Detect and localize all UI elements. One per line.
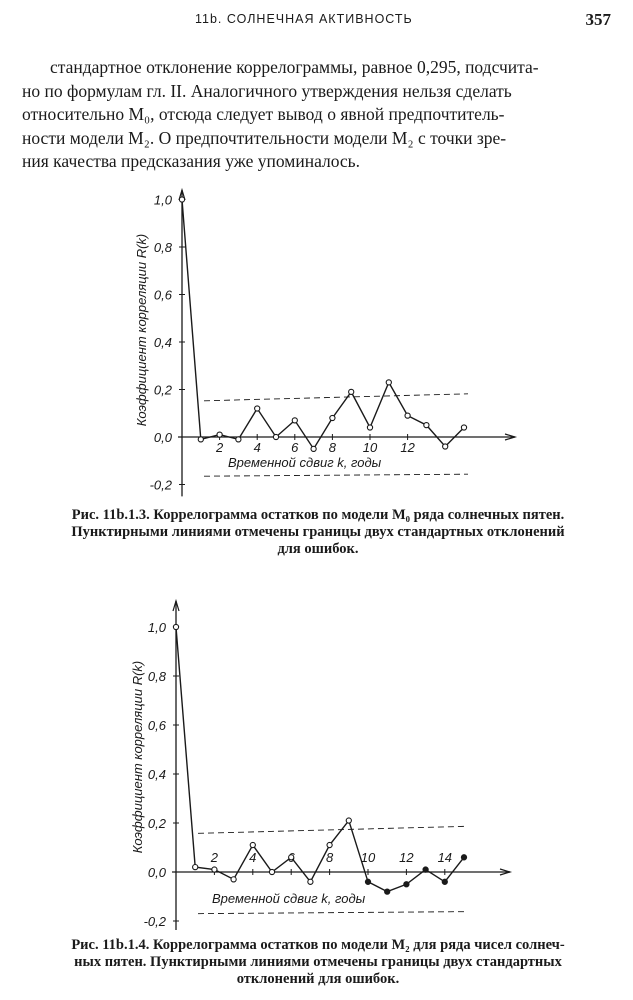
caption-line: Рис. 11b.1.3. Коррелограмма остатков по модели M₀ ряда солнечных пятен.: [71, 507, 565, 523]
data-point: [385, 889, 390, 894]
x-tick-label: 8: [328, 440, 337, 455]
data-point: [269, 869, 274, 874]
data-point: [405, 413, 410, 418]
data-point: [367, 425, 372, 430]
text-line: ности модели M₂. О предпочтительности модели M₂ с точки зре-: [22, 127, 507, 148]
intro-paragraph: [22, 56, 612, 174]
x-tick-label: 6: [291, 440, 299, 455]
y-tick-label: 0,0: [153, 430, 172, 445]
caption-line: Пунктирными линиями отмечены границы двух стандартных отклонений: [71, 524, 565, 540]
data-point: [292, 418, 297, 423]
data-point: [289, 855, 294, 860]
page-number: 357: [585, 10, 611, 29]
data-point: [423, 867, 428, 872]
y-tick-label: 0,8: [153, 240, 172, 255]
text-line: относительно M₀, отсюда следует вывод о явной предпочтитель-: [22, 104, 505, 124]
caption-line: ных пятен. Пунктирными линиями отмечены границы двух стандартных: [74, 954, 562, 970]
data-point: [404, 882, 409, 887]
data-point: [365, 879, 370, 884]
x-axis-label: Временной сдвиг k, годы: [212, 891, 366, 906]
correlogram-figure-1: [0, 180, 633, 500]
y-tick-label: 0,4: [153, 335, 172, 350]
text-line: ния качества предсказания уже упоминалось.: [22, 151, 361, 171]
data-point: [349, 389, 354, 394]
data-point: [443, 444, 448, 449]
y-tick-label: -0,2: [149, 477, 172, 493]
x-tick-label: 2: [210, 850, 219, 865]
data-point: [346, 818, 351, 823]
lower-bound-line: [204, 474, 468, 476]
data-point: [179, 197, 184, 202]
x-tick-label: 14: [437, 850, 453, 865]
caption-line: Рис. 11b.1.4. Коррелограмма остатков по модели M₂ для ряда чисел солнеч-: [71, 937, 565, 953]
y-tick-label: 1,0: [147, 620, 166, 635]
data-point: [198, 437, 203, 442]
x-tick-label: 2: [215, 440, 224, 455]
data-point: [386, 380, 391, 385]
data-point: [236, 437, 241, 442]
data-point: [311, 446, 316, 451]
x-axis-label: Временной сдвиг k, годы: [228, 455, 382, 470]
lower-bound-line: [198, 912, 465, 914]
series-line: [176, 627, 464, 892]
data-point: [193, 865, 198, 870]
y-tick-label: 0,8: [147, 669, 166, 684]
x-tick-label: 12: [400, 440, 415, 455]
series-line: [182, 200, 464, 449]
data-point: [308, 879, 313, 884]
y-tick-label: -0,2: [143, 914, 166, 929]
figure-caption-1: [22, 507, 614, 558]
data-point: [255, 406, 260, 411]
data-point: [231, 877, 236, 882]
figure-caption-2: [22, 937, 614, 988]
correlogram-figure-2: [0, 595, 633, 930]
x-tick-label: 10: [362, 440, 378, 455]
x-tick-label: 10: [360, 850, 376, 865]
data-point: [327, 842, 332, 847]
data-point: [217, 432, 222, 437]
y-axis-label: Коэффициент корреляции R(k): [134, 233, 149, 427]
data-point: [250, 842, 255, 847]
data-point: [273, 434, 278, 439]
running-title: 11b. СОЛНЕЧНАЯ АКТИВНОСТЬ: [195, 12, 413, 26]
y-tick-label: 0,6: [147, 718, 166, 733]
y-tick-label: 0,0: [147, 865, 166, 880]
y-axis-label: Коэффициент корреляции R(k): [130, 660, 145, 854]
upper-bound-line: [204, 394, 468, 401]
y-tick-label: 0,4: [147, 767, 166, 782]
caption-line: отклонений для ошибок.: [236, 971, 400, 987]
text-line: стандартное отклонение коррелограммы, равное 0,295, подсчита-: [50, 57, 539, 77]
data-point: [212, 867, 217, 872]
page-header: [0, 10, 633, 32]
data-point: [424, 423, 429, 428]
data-point: [461, 425, 466, 430]
data-point: [442, 879, 447, 884]
x-tick-label: 12: [399, 850, 414, 865]
x-tick-label: 4: [253, 440, 261, 455]
data-point: [330, 415, 335, 420]
x-tick-label: 8: [325, 850, 334, 865]
data-point: [173, 624, 178, 629]
y-tick-label: 0,2: [147, 816, 166, 831]
x-tick-label: 4: [249, 850, 257, 865]
upper-bound-line: [198, 826, 465, 833]
text-line: но по формулам гл. II. Аналогичного утверждения нельзя сделать: [22, 80, 512, 101]
y-tick-label: 1,0: [153, 192, 172, 208]
caption-line: для ошибок.: [277, 541, 359, 557]
y-tick-label: 0,6: [153, 287, 172, 303]
y-tick-label: 0,2: [153, 382, 172, 398]
data-point: [461, 855, 466, 860]
